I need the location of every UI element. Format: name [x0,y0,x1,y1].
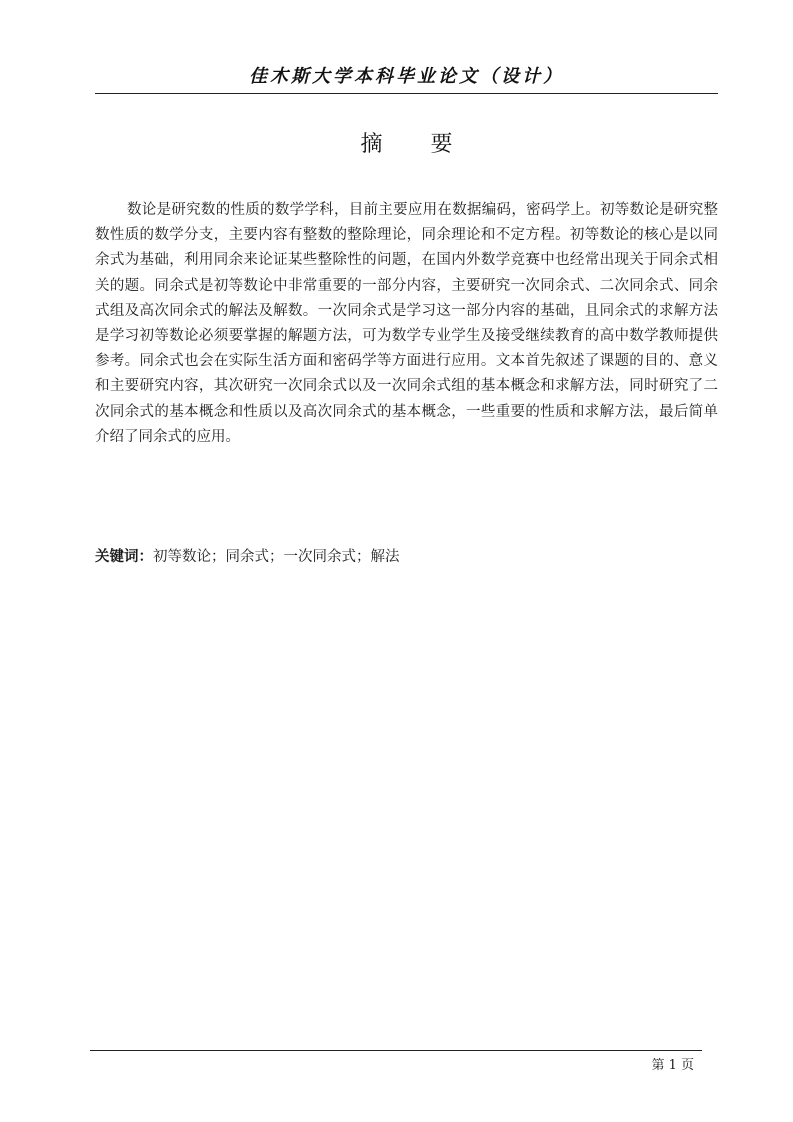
abstract-heading: 摘要 [360,132,501,157]
footer-divider [90,1050,702,1051]
keywords-value: 初等数论；同余式；一次同余式；解法 [153,549,400,565]
running-header-title: 佳木斯大学本科毕业论文（设计） [249,66,564,87]
keywords-line [95,545,718,566]
abstract-paragraph: 数论是研究数的性质的数学学科，目前主要应用在数据编码，密码学上。初等数论是研究整数性质的数学分支，主要内容有整数的整除理论，同余理论和不定方程。初等数论的核心是以同余式为基础，利用同余来论证某些整除性的问题，在国内外数学竞赛中也经常出现关于同余式相关的题。同余式是初等数论中非常重要的一部分内容，主要研究一次同余式、二次同余式、同余式组及高次同余式的解法及解数。一次同余式是学习这一部分内容的基础，且同余式的求解方法是学习初等数论必须要掌握的解题方法，可为数学专业学生及接受继续教育的高中数学教师提供参考。同余式也会在实际生活方面和密码学等方面进行应用。文本首先叙述了课题的目的、意义和主要研究内容，其次研究一次同余式以及一次同余式组的基本概念和求解方法，同时研究了二次同余式的基本概念和性质以及高次同余式的基本概念，一些重要的性质和求解方法，最后简单介绍了同余式的应用。 [95,202,718,445]
keywords-label: 关键词： [95,549,153,565]
page-number: 第 1 页 [651,1058,694,1073]
header-divider [95,93,718,94]
